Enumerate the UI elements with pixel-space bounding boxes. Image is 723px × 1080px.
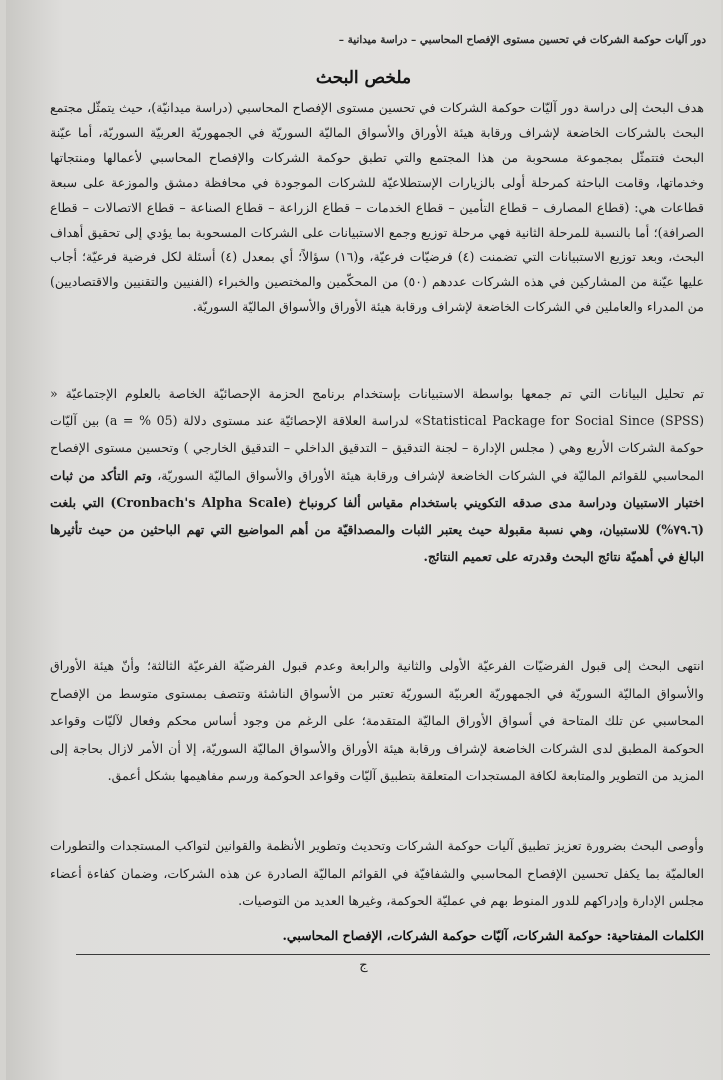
running-header: دور آليات حوكمة الشركات في تحسين مستوى الإفصاح المحاسبي – دراسة ميدانية –: [338, 34, 706, 46]
abstract-paragraph-2: [50, 380, 704, 570]
abstract-paragraph-3: انتهى البحث إلى قبول الفرضيّات الفرعيّة الأولى والثانية والرابعة وعدم قبول الفرضيّة الفرعيّة الثالثة؛ وأنّ هيئة الأوراق والأسواق الماليّة السوريّة في الجمهوريّة العربيّة السوريّة تعتبر من الأسواق الناشئة وتتصف بمستوى متوسط من الإفصاح المحاسبي عن تلك المتاحة في أسواق الأوراق الماليّة المتقدمة؛ على الرغم من وجود أساس محكم وفعال لآليّات وقواعد الحوكمة المطبق لدى الشركات الخاضعة لإشراف ورقابة هيئة الأوراق والأسواق الماليّة السوريّة، إلا أن الأمر لازال بحاجة إلى المزيد من التطوير والمتابعة لكافة المستجدات المتعلقة بتطبيق آليّات وقواعد الحوكمة ورسم مفاهيمها بشكل أعمق.: [50, 658, 704, 784]
paragraph-2-bold-text: وتم التأكد من ثبات اختبار الاستبيان ودراسة مدى صدقه التكويني باستخدام مقياس ألفا كرونباخ (Cronbach's Alpha Scale) التي بلغت (٧٩.٦%) للاستبيان، وهي نسبة مقبولة حيث يعتبر الثبات والمصداقيّة من أهم المواضيع التي تهم الباحثين من حيث تأثيرها البالغ في أهميّة نتائج البحث وقدرته على تعميم النتائج.: [50, 467, 705, 565]
abstract-paragraph-1: هدف البحث إلى دراسة دور آليّات حوكمة الشركات في تحسين مستوى الإفصاح المحاسبي (دراسة ميدانيّة)، حيث يتمثّل مجتمع البحث بالشركات الخاضعة لإشراف ورقابة هيئة الأوراق والأسواق الماليّة السوريّة في الجمهوريّة العربيّة السوريّة، أما عيّنة البحث فتتمثّل بمجموعة مسحوبة من هذا المجتمع والتي تطبق حوكمة الشركات والإفصاح المحاسبي لأعمالها ومنتجاتها وخدماتها، وقامت الباحثة كمرحلة أولى بالزيارات الإستطلاعيّة للشركات الموجودة في محافظة دمشق والموزعة على سبعة قطاعات هي: (قطاع المصارف – قطاع التأمين – قطاع الخدمات – قطاع الزراعة – قطاع الصناعة – قطاع الاتصالات – قطاع الصرافة)؛ أما بالنسبة للمرحلة الثانية فهي مرحلة توزيع وجمع الاستبيانات على الشركات المسحوبة بما يؤدي إلى تحقيق أهداف البحث، وبعد توزيع الاستبيانات التي تضمنت (٤) فرضيّات فرعيّة، و(١٦) سؤالاً؛ أي بمعدل (٤) أسئلة لكل فرضية فرعيّة؛ أجاب عليها عيّنة من المشاركين في هذه الشركات عددهم (٥٠) من المحكّمين والمختصين والخبراء (الفنيين والتقنيين والاقتصاديين) من المدراء والعاملين في الشركات الخاضعة لإشراف ورقابة هيئة الأوراق والأسواق الماليّة السوريّة.: [50, 100, 705, 315]
abstract-title: ملخص البحث: [315, 68, 412, 88]
keywords-line: الكلمات المفتاحية: حوكمة الشركات، آليّات حوكمة الشركات، الإفصاح المحاسبي.: [282, 928, 704, 943]
footer-divider: [76, 954, 710, 955]
document-page: [6, 0, 721, 1080]
paragraph-2-normal-text: تم تحليل البيانات التي تم جمعها بواسطة الاستبيانات بإستخدام برنامج الحزمة الإحصائيّة الخاصة بالعلوم الإجتماعيّة « Statistical Package for Social Since (SPSS)» لدراسة العلاقة الإحصائيّة عند مستوى دلالة (05 % = a) بين آليّات حوكمة الشركات الأربع وهي ( مجلس الإدارة – لجنة التدقيق – التدقيق الداخلي – التدقيق الخارجي ) وتحسين مستوى الإفصاح المحاسبي للقوائم الماليّة في الشركات الخاضعة لإشراف ورقابة هيئة الأوراق والأسواق الماليّة السوريّة،: [50, 386, 705, 483]
page-number: ج: [359, 958, 368, 973]
abstract-paragraph-4: وأوصى البحث بضرورة تعزيز تطبيق آليات حوكمة الشركات وتحديث وتطوير الأنظمة والقوانين لتواكب المستجدات والتطورات العالميّة بما يكفل تحسين الإفصاح المحاسبي والشفافيّة في القوائم الماليّة الصادرة عن هذه الشركات، وضمان كفاءة أعضاء مجلس الإدارة وإدراكهم للدور المنوط بهم في عمليّة الحوكمة، وغيرها العديد من التوصيات.: [50, 838, 704, 909]
